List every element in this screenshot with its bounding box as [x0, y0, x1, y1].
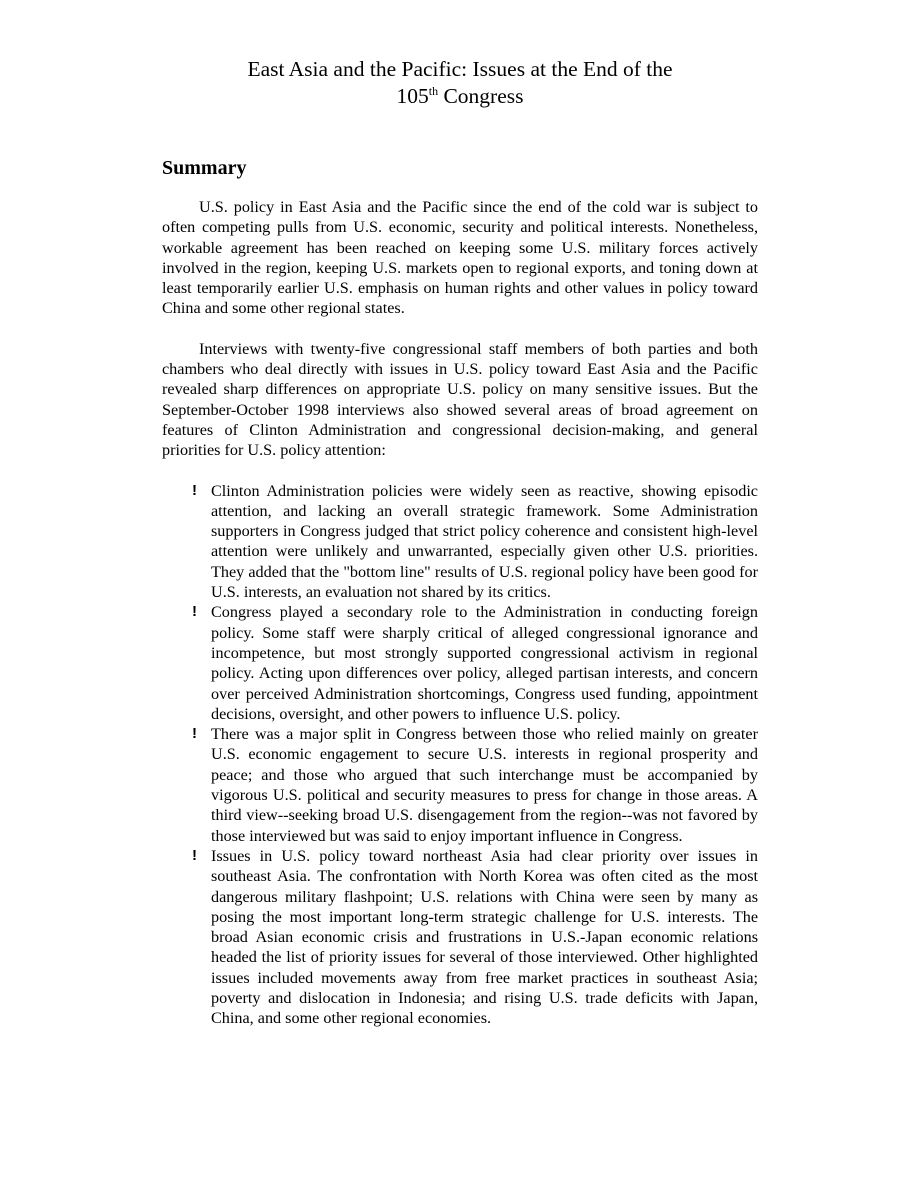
section-heading: Summary	[162, 157, 247, 179]
summary-paragraph-1: U.S. policy in East Asia and the Pacific since the end of the cold war is subject to often competing pulls from U.S. economic, security and political interests. Nonetheless, workable agreement has been reached on keeping some U.S. military forces actively involved in the region, keeping U.S. markets open to regional exports, and toning down at least temporarily earlier U.S. emphasis on human rights and other values in policy toward China and some other regional states.	[162, 198, 758, 318]
bullet-icon: !	[192, 846, 197, 864]
title-line-1: East Asia and the Pacific: Issues at the End of the	[247, 57, 673, 81]
bullet-icon: !	[192, 481, 197, 499]
list-item-text: Issues in U.S. policy toward northeast Asia had clear priority over issues in southeast Asia. The confrontation with North Korea was often cited as the most dangerous military flashpoint; U.S. relations with China were seen by many as posing the most important long-term strategic challenge for U.S. interests. The broad Asian economic crisis and frustrations in U.S.-Japan economic relations headed the list of priority issues for several of those interviewed. Other highlighted issues included movements away from free market practices in southeast Asia; poverty and dislocation in Indonesia; and rising U.S. trade deficits with Japan, China, and some other regional economies.	[211, 846, 758, 1028]
list-item	[162, 481, 758, 603]
title-line-2	[397, 84, 524, 108]
summary-paragraph-2: Interviews with twenty-five congressional staff members of both parties and both chambers who deal directly with issues in U.S. policy toward East Asia and the Pacific revealed sharp differences on appropriate U.S. policy on many sensitive issues. But the September-October 1998 interviews also showed several areas of broad agreement on features of Clinton Administration and congressional decision-making, and general priorities for U.S. policy attention:	[162, 339, 758, 460]
bullet-icon: !	[192, 603, 197, 621]
document-title	[162, 56, 758, 113]
ordinal-suffix: th	[428, 84, 439, 98]
list-item-text: There was a major split in Congress between those who relied mainly on greater U.S. economic engagement to secure U.S. interests in regional prosperity and peace; and those who argued that such interchange must be accompanied by vigorous U.S. political and security measures to press for change in those areas. A third view--seeking broad U.S. disengagement from the region--was not favored by those interviewed but was said to enjoy important influence in Congress.	[211, 725, 758, 845]
congress-number: 105	[396, 84, 429, 108]
list-item	[162, 602, 758, 724]
congress-word: Congress	[438, 84, 524, 108]
list-item-text: Clinton Administration policies were widely seen as reactive, showing episodic attention, and lacking an overall strategic framework. Some Administration supporters in Congress judged that strict policy coherence and consistent high-level attention were unlikely and unwarranted, especially given other U.S. priorities. They added that the "bottom line" results of U.S. regional policy have been good for U.S. interests, an evaluation not shared by its critics.	[211, 481, 758, 602]
list-item	[162, 724, 758, 846]
findings-list	[162, 481, 758, 1029]
bullet-icon: !	[192, 725, 197, 743]
list-item-text: Congress played a secondary role to the Administration in conducting foreign policy. Some staff were sharply critical of alleged congressional ignorance and incompetence, but most strongly supported congressional activism in regional policy. Acting upon differences over policy, alleged partisan interests, and concern over perceived Administration shortcomings, Congress used funding, appointment decisions, oversight, and other powers to influence U.S. policy.	[211, 603, 758, 723]
document-page	[162, 56, 758, 1029]
list-item	[162, 846, 758, 1029]
